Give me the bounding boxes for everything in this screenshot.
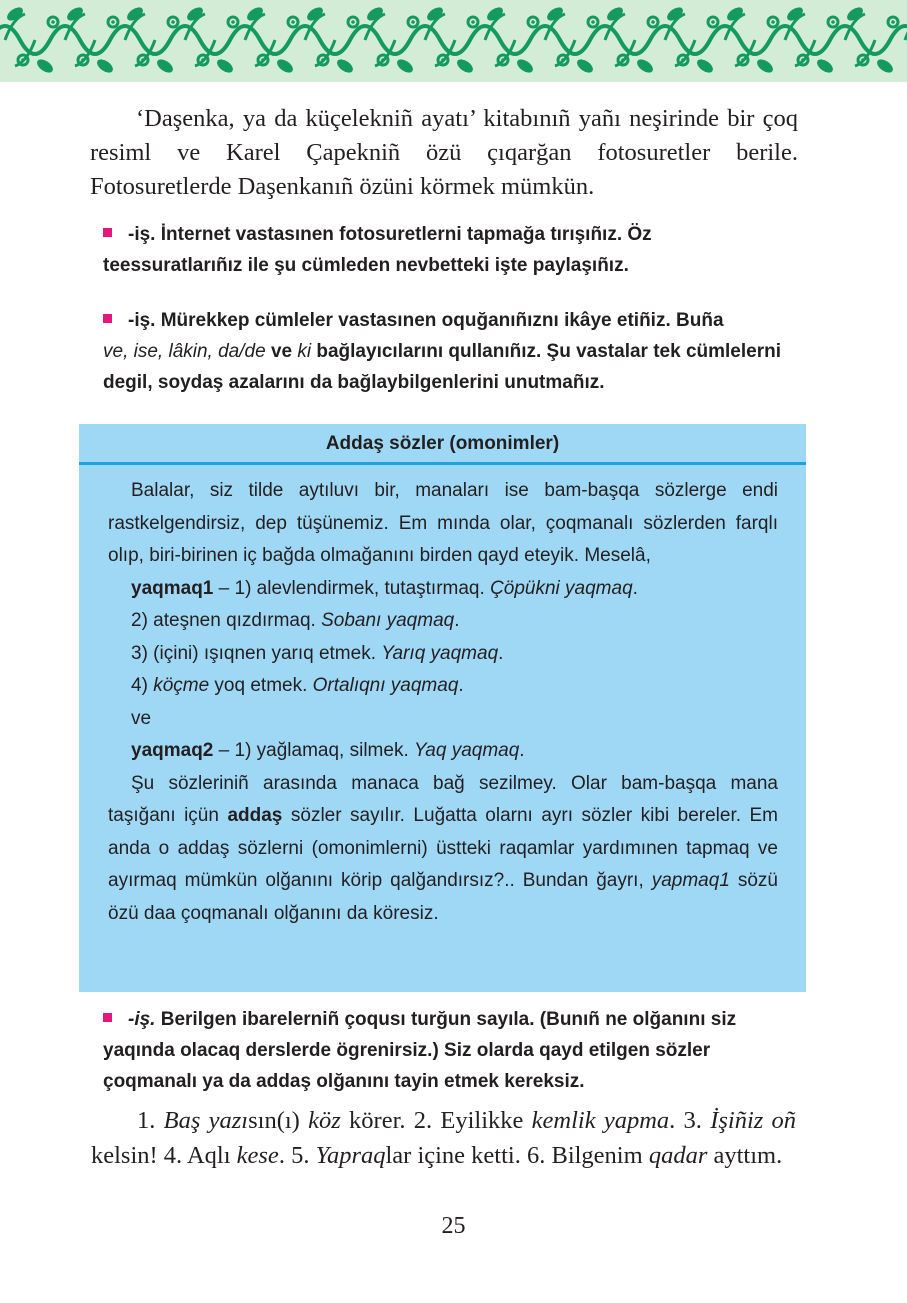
practice-text: 1. Baş yazısın(ı) köz körer. 2. Eyilikke kemlik yapma. 3. İşiñiz oñ kelsin! 4. Aqlı kese. 5. Yapraqlar içine ketti. 6. Bilgenim qadar ayttım. — [91, 1107, 797, 1169]
conjunction-ve: ve — [131, 707, 152, 729]
outro-text-1: Şu sözleriniñ arasında manaca bağ sezilmey. Olar bam-başqa mana taşığanı içün — [108, 772, 778, 826]
task-2 — [103, 305, 793, 398]
task-2-text-1: Mürekkep cümleler vastasınen oquğanıñıznı ikâye etiñiz. Buña — [160, 310, 724, 331]
task-2-label: -iş. — [128, 310, 156, 331]
task-3 — [103, 1004, 793, 1097]
bullet-square-icon — [103, 314, 112, 323]
entry-number: 4) — [131, 675, 154, 696]
outro-text-3: sözü özü daa çoqmanalı olğanını da köresiz. — [108, 870, 778, 924]
info-box-title: Addaş sözler (omonimler) — [79, 424, 806, 465]
task-1 — [103, 219, 793, 281]
leaf-vine-ornament — [0, 0, 907, 82]
entry-end: . — [632, 577, 638, 599]
entry-example: Çöpükni yaqmaq — [490, 577, 633, 599]
info-box-body — [79, 465, 806, 930]
practice-sentences — [91, 1103, 796, 1173]
task-3-label: -iş. — [128, 1009, 156, 1030]
entry-yaqmaq1-def1 — [108, 573, 778, 606]
bullet-square-icon — [103, 1013, 112, 1022]
info-box-intro: Balalar, siz tilde aytıluvı bir, manaları ise bam-başqa sözlerge endi rastkelgendirsiz, dep tüşünemiz. Em mında olar, çoqmanalı sözlerden farqlı olıp, biri-birinen iç bağda olmağanını birden qayd eteyik. Meselâ, — [108, 480, 778, 566]
outro-italic-term: yapmaq1 — [651, 870, 730, 891]
outro-bold-term: addaş — [227, 805, 283, 826]
entry-note: köçme — [153, 675, 210, 696]
task-2-text-3: bağlayıcılarını qullanıñız. Şu vastalar tek cümlelerni degil, soydaş azalarını da bağlaybilgenlerini unutmañız. — [103, 341, 781, 393]
bullet-square-icon — [103, 228, 112, 237]
page-number: 25 — [441, 1213, 466, 1239]
info-box-homonyms — [79, 424, 806, 992]
info-box-outro — [108, 768, 778, 931]
entry-end: . — [519, 740, 525, 761]
entry-headword: yaqmaq2 — [131, 740, 214, 761]
entry-yaqmaq1-def2 — [108, 605, 778, 638]
entry-headword: yaqmaq1 — [131, 577, 214, 599]
entry-example: Yaq yaqmaq — [414, 740, 520, 761]
entry-end: . — [454, 610, 460, 631]
entry-yaqmaq2 — [108, 735, 778, 768]
entry-example: Yarıq yaqmaq — [381, 642, 499, 664]
outro-text-2: sözler sayılır. Luğatta olarnı ayrı sözler kibi bereler. Em anda o addaş sözlerni (omonimlerni) üstteki raqamlar yardımınen tapmaq ve ayırmaq mümkün olğanını körip qalğandırsız?.. Bundan ğayrı, — [108, 805, 779, 891]
decorative-banner — [0, 0, 907, 82]
intro-text: ‘Daşenka, ya da küçelekniñ ayatı’ kitabınıñ yañı neşirinde bir çoq resiml ve Karel Çapekniñ özü çıqarğan fotosuretler berile. Fotosuretlerde Daşenkanıñ özüni körmek mümkün. — [90, 105, 798, 200]
entry-definition: 3) (içini) ışıqnen yarıq etmek. — [131, 642, 382, 664]
task-3-text: Berilgen ibarelerniñ çoqusı turğun sayıla. (Bunıñ ne olğanını siz yaqında olacaq derslerde ögrenirsiz.) Siz olarda qayd etilgen sözler çoqmanalı ya da addaş olğanını tayin etmek kereksiz. — [103, 1009, 737, 1092]
entry-end: . — [458, 675, 464, 696]
entry-yaqmaq1-def4 — [108, 670, 778, 703]
entry-example: Ortalıqnı yaqmaq — [312, 675, 459, 696]
intro-paragraph — [90, 102, 798, 204]
entry-end: . — [498, 642, 504, 664]
entry-yaqmaq1-def3 — [108, 638, 778, 671]
entry-definition: – 1) yağlamaq, silmek. — [213, 740, 415, 761]
entry-definition: 2) ateşnen qızdırmaq. — [131, 610, 322, 631]
task-1-label: -iş. — [128, 224, 156, 245]
task-1-text: İnternet vastasınen fotosuretlerni tapmağa tırışıñız. Öz teessuratlarıñız ile şu cümleden nevbetteki işte paylaşıñız. — [103, 224, 652, 276]
task-2-text-2: ve — [270, 341, 293, 362]
entry-definition: – 1) alevlendirmek, tutaştırmaq. — [213, 577, 491, 599]
task-2-italic-ki: ki — [297, 341, 312, 362]
task-2-italic-conjunctions: ve, ise, lâkin, da/de — [103, 341, 266, 362]
entry-example: Sobanı yaqmaq — [321, 610, 455, 631]
entry-definition: yoq etmek. — [209, 675, 313, 696]
